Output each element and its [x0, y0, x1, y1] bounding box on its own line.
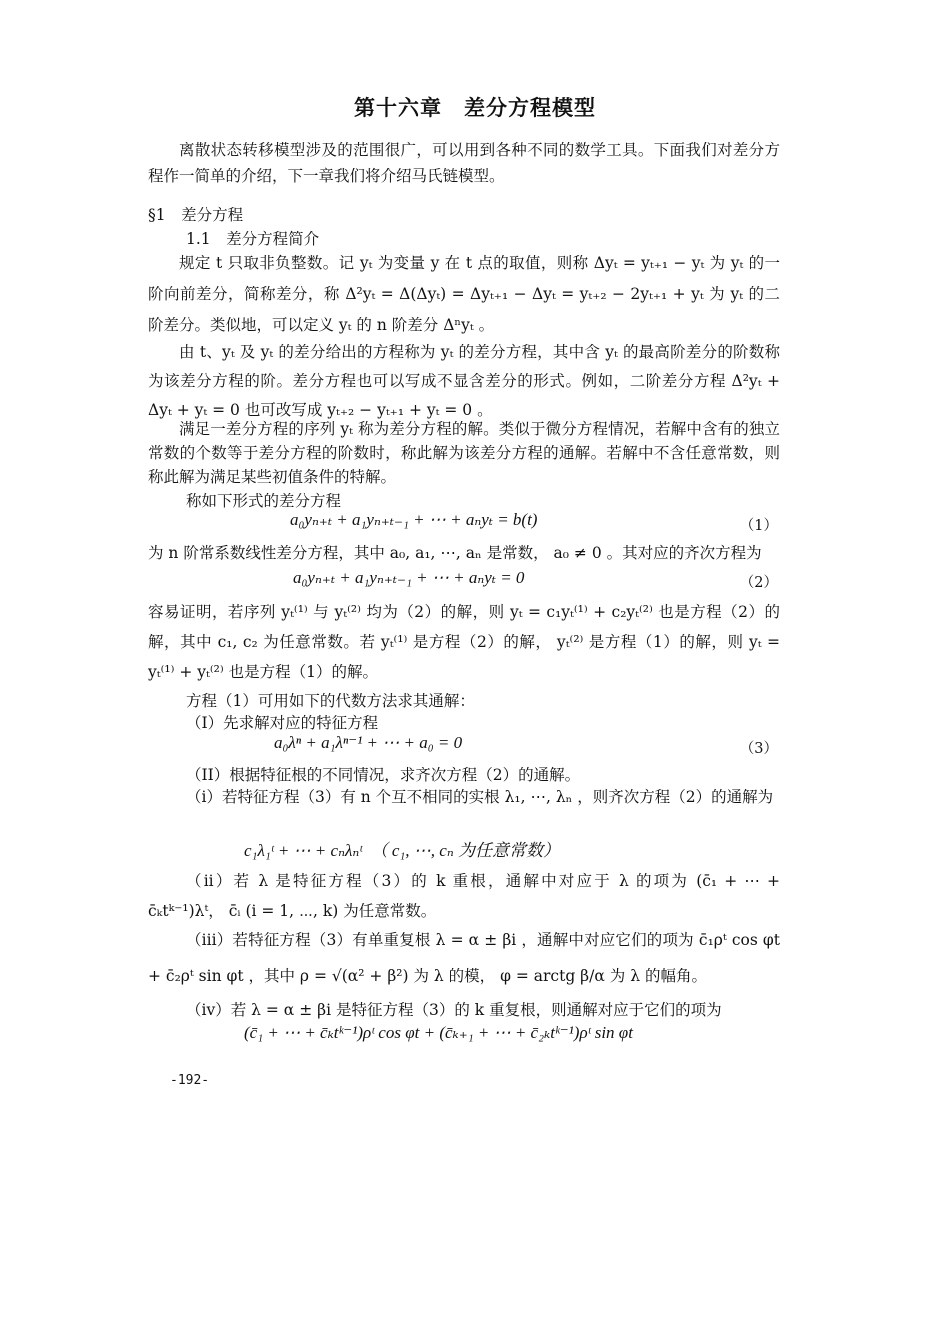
definition-paragraph-equation: 由 t、yₜ 及 yₜ 的差分给出的方程称为 yₜ 的差分方程，其中含 yₜ 的最高阶差分的阶数称为该差分方程的阶。差分方程也可以写成不显含差分的形式。例如，二阶差分方程 Δ²yₜ + Δyₜ + yₜ = 0 也可改写成 yₜ₊₂ − yₜ₊₁ + yₜ = 0 。: [148, 343, 780, 419]
equation-1: a₀yₙ₊ₜ + a₁yₙ₊ₜ₋₁ + ⋯ + aₙyₜ = b(t): [290, 510, 538, 529]
equation-3-number: （3）: [739, 741, 778, 757]
case-1-paragraph: （i）若特征方程（3）有 n 个互不相同的实根 λ₁, ⋯, λₙ ，则齐次方程（2）的通解为: [186, 788, 774, 806]
page-number: -192-: [170, 1073, 210, 1088]
method-intro-line: 方程（1）可用如下的代数方法求其通解：: [186, 692, 475, 710]
definition-paragraph-solution: 满足一差分方程的序列 yₜ 称为差分方程的解。类似于微分方程情况，若解中含有的独立常数的个数等于差分方程的阶数时，称此解为该差分方程的通解。若解中不含任意常数，则称此解为满足某些初值条件的特解。: [148, 420, 780, 486]
case-3-paragraph: （iii）若特征方程（3）有单重复根 λ = α ± βi ，通解中对应它们的项为 c̄₁ρᵗ cos φt + c̄₂ρᵗ sin φt ，其中 ρ = √(α² + β²) 为 λ 的模， φ = arctg β/α 为 λ 的幅角。: [148, 931, 780, 985]
form-intro-line: 称如下形式的差分方程: [186, 492, 342, 510]
case-2-paragraph: （ii）若 λ 是特征方程（3）的 k 重根，通解中对应于 λ 的项为 (c̄₁ + ⋯ + c̄ₖtᵏ⁻¹)λᵗ， c̄ᵢ (i = 1, ⋯, k) 为任意常数。: [148, 872, 780, 920]
chapter-title: 第十六章 差分方程模型: [354, 95, 596, 120]
equation-2-number: （2）: [739, 575, 778, 591]
subsection-heading: 1.1 差分方程简介: [186, 230, 320, 248]
section-heading: §1 差分方程: [148, 206, 244, 224]
case-4-line: （iv）若 λ = α ± βi 是特征方程（3）的 k 重复根，则通解对应于它们的项为: [186, 1001, 722, 1019]
step-2-line: （II）根据特征根的不同情况，求齐次方程（2）的通解。: [186, 766, 581, 784]
intro-paragraph: 离散状态转移模型涉及的范围很广，可以用到各种不同的数学工具。下面我们对差分方程作一简单的介绍，下一章我们将介绍马氏链模型。: [148, 141, 780, 185]
case-4-solution: (c̄₁ + ⋯ + c̄ₖtᵏ⁻¹)ρᵗ cos φt + (c̄ₖ₊₁ + ⋯ + c̄₂ₖtᵏ⁻¹)ρᵗ sin φt: [244, 1023, 633, 1042]
equation-3: a₀λⁿ + a₁λⁿ⁻¹ + ⋯ + a₀ = 0: [274, 733, 463, 752]
definition-paragraph-difference: 规定 t 只取非负整数。记 yₜ 为变量 y 在 t 点的取值，则称 Δyₜ = yₜ₊₁ − yₜ 为 yₜ 的一阶向前差分，简称差分，称 Δ²yₜ = Δ(Δyₜ) = Δyₜ₊₁ − Δyₜ = yₜ₊₂ − 2yₜ₊₁ + yₜ 为 yₜ 的二阶差分。类似地，可以定义 yₜ 的 n 阶差分 Δⁿyₜ 。: [148, 254, 780, 334]
superposition-paragraph: 容易证明，若序列 yₜ⁽¹⁾ 与 yₜ⁽²⁾ 均为（2）的解，则 yₜ = c₁yₜ⁽¹⁾ + c₂yₜ⁽²⁾ 也是方程（2）的解，其中 c₁, c₂ 为任意常数。若 yₜ⁽¹⁾ 是方程（2）的解， yₜ⁽²⁾ 是方程（1）的解，则 yₜ = yₜ⁽¹⁾ + yₜ⁽²⁾ 也是方程（1）的解。: [148, 603, 780, 681]
equation-2: a₀yₙ₊ₜ + a₁yₙ₊ₜ₋₁ + ⋯ + aₙyₜ = 0: [293, 568, 525, 587]
linear-equation-paragraph: 为 n 阶常系数线性差分方程，其中 a₀, a₁, ⋯, aₙ 是常数， a₀ ≠ 0 。其对应的齐次方程为: [148, 544, 762, 562]
equation-1-number: （1）: [739, 518, 778, 534]
step-1-line: （I）先求解对应的特征方程: [186, 714, 379, 732]
case-1-solution: c₁λ₁ᵗ + ⋯ + cₙλₙᵗ （ c₁, ⋯, cₙ 为任意常数）: [244, 841, 560, 860]
